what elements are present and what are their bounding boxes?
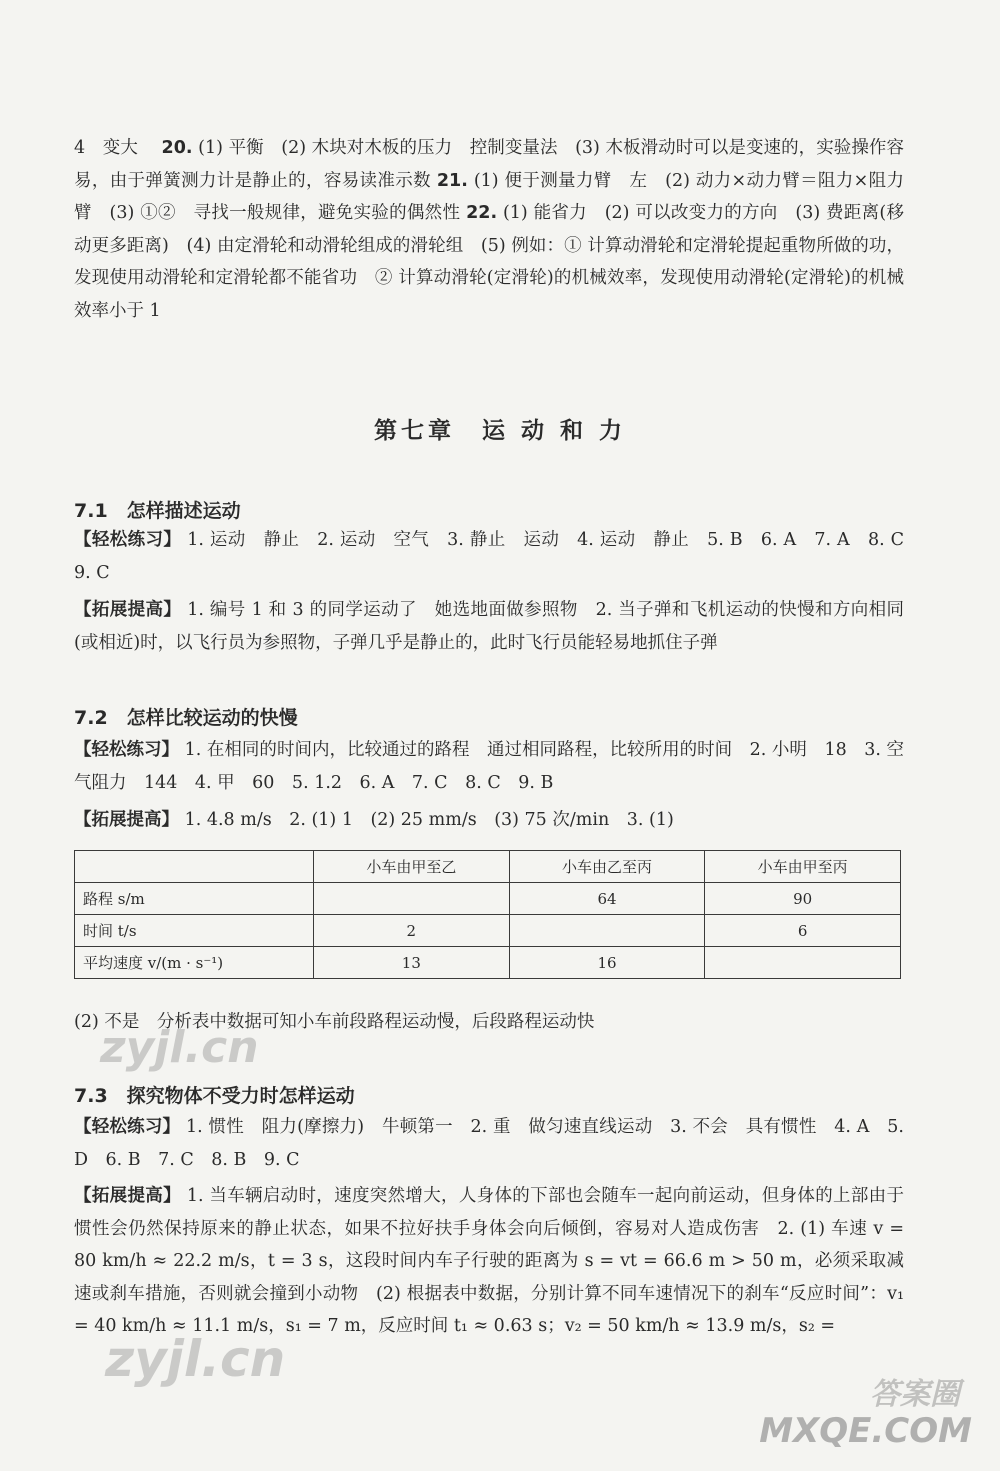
table-cell [705, 947, 901, 979]
section-7-2-ext [74, 804, 904, 837]
extension-label: 【拓展提高】 [74, 600, 182, 620]
easy-practice-label: 【轻松练习】 [74, 1117, 181, 1137]
section-7-1-easy [74, 524, 922, 589]
table-header-cell: 小车由甲至乙 [314, 851, 510, 883]
q22-number: 22. [466, 203, 498, 223]
section-7-2-title: 7.2 怎样比较运动的快慢 [74, 707, 298, 729]
section-7-2-easy [74, 734, 904, 799]
table-header-cell: 小车由甲至丙 [705, 851, 901, 883]
table-cell [314, 883, 510, 915]
easy-practice-answers: 1. 运动 静止 2. 运动 空气 3. 静止 运动 4. 运动 静止 5. B 6. A 7. A 8. C 9. C [74, 530, 922, 583]
q20-number: 20. [161, 138, 193, 158]
table-cell: 平均速度 v/(m · s⁻¹) [75, 947, 314, 979]
q19-tail: 4 变大 [74, 138, 138, 158]
easy-practice-label: 【轻松练习】 [74, 740, 180, 760]
watermark-zyjl-bottom: zyjl.cn [105, 1330, 286, 1388]
table-cell: 6 [705, 915, 901, 947]
after-table-answer: (2) 不是 分析表中数据可知小车前段路程运动慢，后段路程运动快 [74, 1012, 595, 1032]
section-7-3-easy [74, 1111, 904, 1176]
extension-label: 【拓展提高】 [74, 1186, 181, 1206]
table-row [75, 915, 901, 947]
table-header-cell [75, 851, 314, 883]
chapter-title: 第七章 运 动 和 力 [373, 418, 627, 444]
section-7-1-ext [74, 594, 904, 659]
q21-answer: (1) 便于测量力臂 左 (2) 动力×动力臂＝阻力×阻力臂 (3) ①② 寻找一般规律，避免实验的偶然性 [74, 170, 904, 223]
extension-answers: 1. 当车辆启动时，速度突然增大，人身体的下部也会随车一起向前运动，但身体的上部由于惯性会仍然保持原来的静止状态，如果不拉好扶手身体会向后倾倒，容易对人造成伤害 2. (1) 车速 v = 80 km/h ≈ 22.2 m/s，t = 3 s，这段时间内车子行驶的距离为 s = vt = 66.6 m > 50 m，必须采取减速或刹车措施，否则就会撞到小动物 (2) 根据表中数据，分别计算不同车速情况下的刹车“反应时间”：v₁ = 40 km/h ≈ 11.1 m/s，s₁ = 7 m，反应时间 t₁ ≈ 0.63 s；v₂ = 50 km/h ≈ 13.9 m/s，s₂ = [74, 1186, 904, 1336]
easy-practice-label: 【轻松练习】 [74, 530, 182, 550]
extension-label: 【拓展提高】 [74, 810, 179, 830]
watermark-mxqe: MXQE.COM [759, 1411, 972, 1451]
watermark-zyjl: zyjl.cn [100, 1022, 259, 1073]
table-header-row [75, 851, 901, 883]
extension-answers: 1. 4.8 m/s 2. (1) 1 (2) 25 mm/s (3) 75 次/min 3. (1) [184, 810, 674, 830]
table-cell: 时间 t/s [75, 915, 314, 947]
q22-answer: (1) 能省力 (2) 可以改变力的方向 (3) 费距离(移动更多距离) (4) 由定滑轮和动滑轮组成的滑轮组 (5) 例如：① 计算动滑轮和定滑轮提起重物所做的功，发现使用动滑轮和定滑轮都不能省功 ② 计算动滑轮(定滑轮)的机械效率，发现使用动滑轮(定滑轮)的机械效率小于 1 [74, 203, 904, 321]
q20-answer: (1) 平衡 (2) 木块对木板的压力 控制变量法 (3) 木板滑动时可以是变速的，实验操作容易，由于弹簧测力计是静止的，容易读准示数 [74, 138, 904, 191]
extension-answers: 1. 编号 1 和 3 的同学运动了 她选地面做参照物 2. 当子弹和飞机运动的快慢和方向相同(或相近)时，以飞行员为参照物，子弹几乎是静止的，此时飞行员能轻易地抓住子弹 [74, 600, 904, 653]
section-7-3-title: 7.3 探究物体不受力时怎样运动 [74, 1085, 355, 1107]
q21-number: 21. [436, 170, 468, 191]
section-7-1-title: 7.1 怎样描述运动 [74, 500, 241, 522]
table-row [75, 947, 901, 979]
table-cell: 2 [314, 915, 510, 947]
table-cell: 90 [705, 883, 901, 915]
table-cell: 16 [509, 947, 705, 979]
table-cell: 路程 s/m [75, 883, 314, 915]
table-cell: 64 [509, 883, 705, 915]
easy-practice-answers: 1. 惯性 阻力(摩擦力) 牛顿第一 2. 重 做匀速直线运动 3. 不会 具有惯性 4. A 5. D 6. B 7. C 8. B 9. C [74, 1117, 904, 1170]
prev-chapter-answers [74, 132, 904, 327]
motion-data-table [74, 850, 901, 979]
table-cell [509, 915, 705, 947]
watermark-daanquan: 答案圈 [870, 1377, 960, 1412]
easy-practice-answers: 1. 在相同的时间内，比较通过的路程 通过相同路程，比较所用的时间 2. 小明 18 3. 空气阻力 144 4. 甲 60 5. 1.2 6. A 7. C 8. C 9. B [74, 740, 905, 793]
table-row [75, 883, 901, 915]
section-7-3-ext [74, 1180, 904, 1343]
table-cell: 13 [314, 947, 510, 979]
table-header-cell: 小车由乙至丙 [509, 851, 705, 883]
